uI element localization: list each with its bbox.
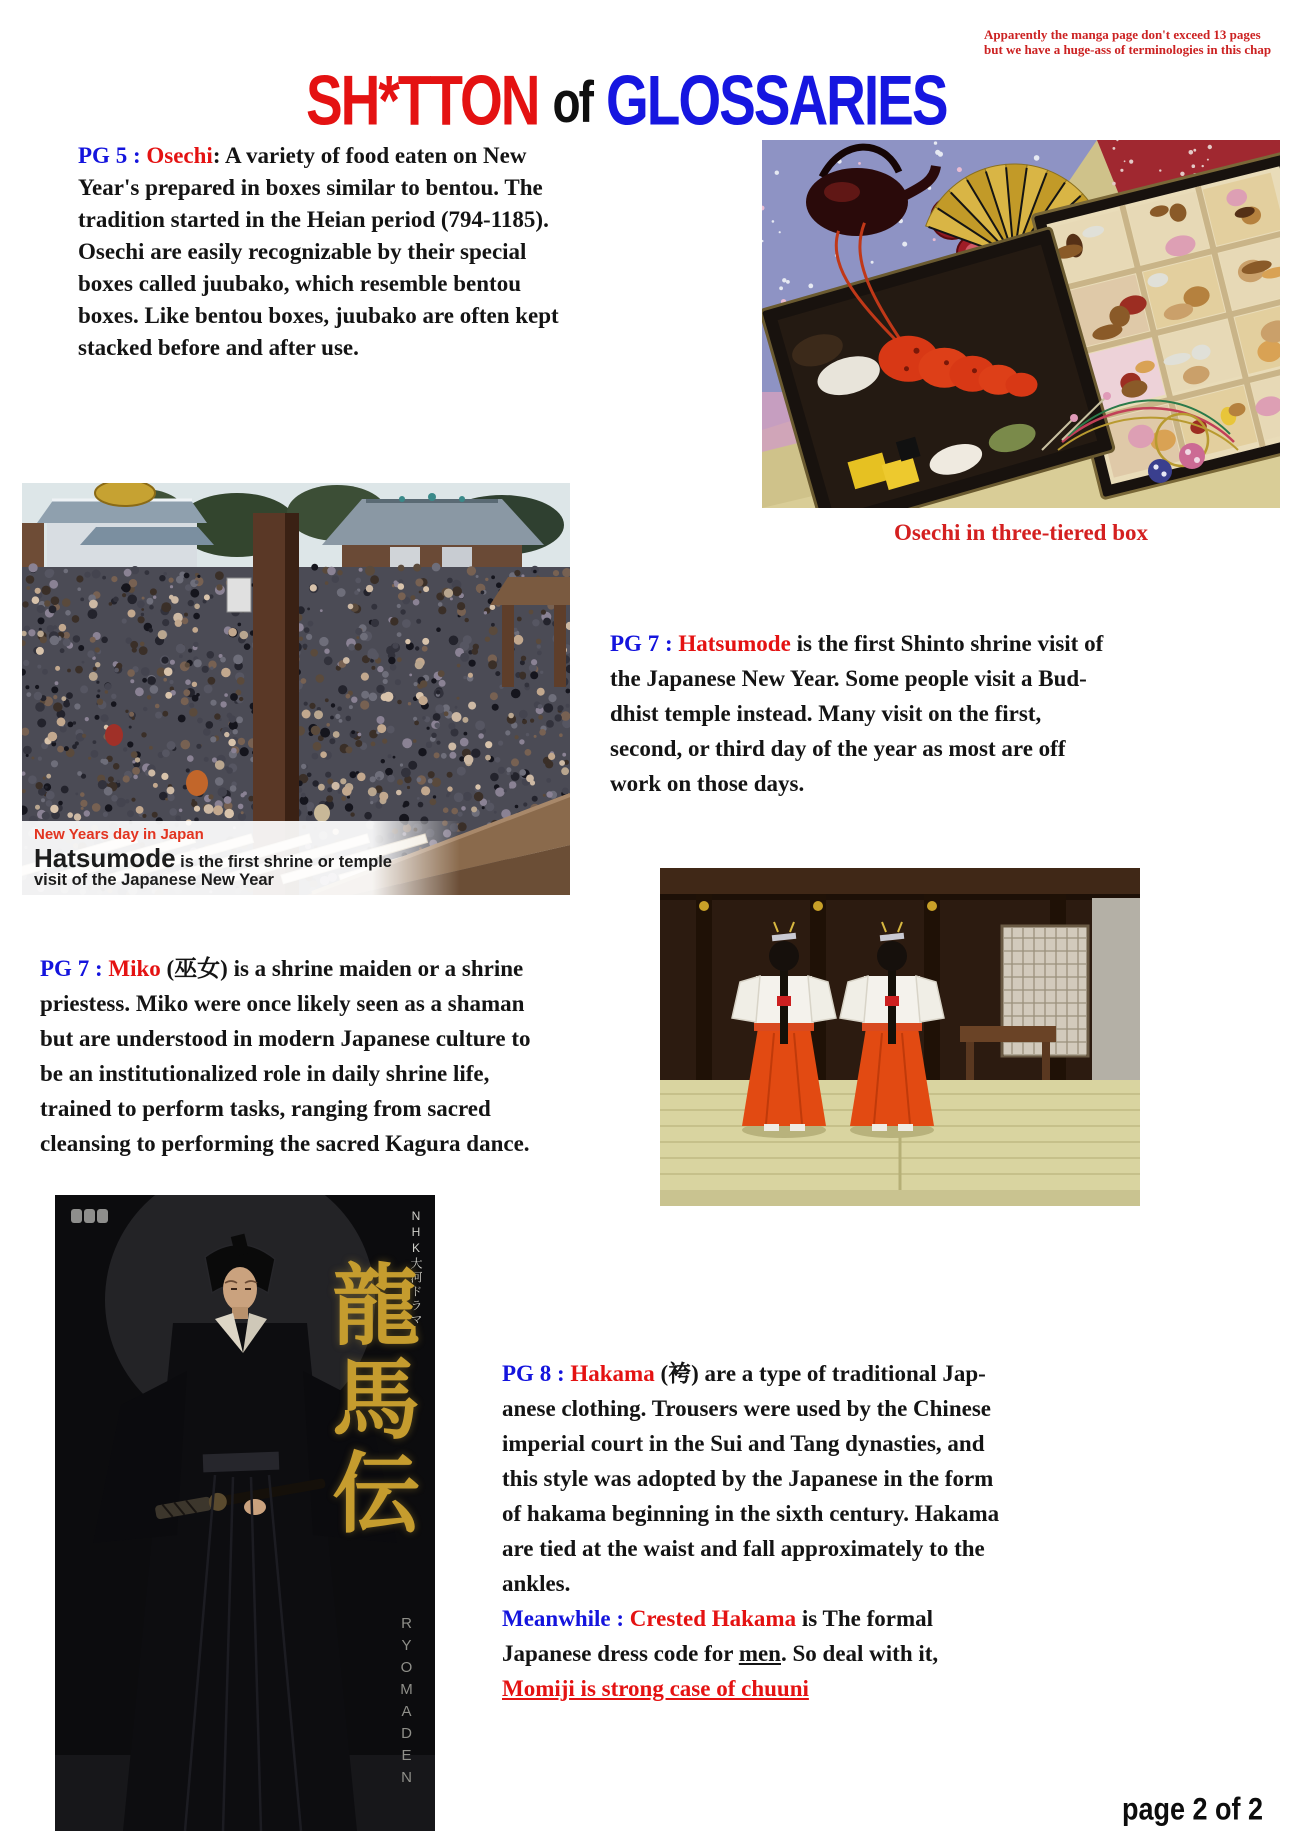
title-shtton: SH*TTON	[306, 60, 539, 140]
osechi-caption: Osechi in three-tiered box	[893, 520, 1149, 545]
osechi-photo-illustration	[762, 140, 1280, 508]
entry-osechi-term: Osechi	[146, 143, 213, 168]
ryomaden-poster	[55, 1195, 435, 1831]
osechi-photo	[762, 140, 1280, 508]
header-note	[984, 27, 1300, 57]
entry-miko-label: PG 7 :	[40, 956, 109, 981]
miko-photo	[660, 868, 1140, 1206]
poster-title-kanji: 龍馬伝	[319, 1259, 416, 1541]
title-glossaries: GLOSSARIES	[605, 60, 947, 140]
meanwhile-note-line3: Momiji is strong case of chuuni	[502, 1676, 809, 1701]
overlay-title: Hatsumode	[34, 843, 176, 873]
title-of: of	[552, 68, 592, 135]
overlay-title-line: Hatsumode is the first shrine or temple	[34, 843, 392, 873]
overlay-tag: New Years day in Japan	[34, 826, 204, 843]
miko-photo-illustration	[660, 868, 1140, 1206]
hatsumode-photo	[22, 483, 570, 895]
poster-romaji-text: RYOMADEN	[398, 1615, 415, 1791]
hatsumode-photo-overlay	[22, 821, 460, 895]
header-note-line1: Apparently the manga page don't exceed 13 pages	[984, 27, 1261, 42]
entry-osechi-paragraph: PG 5 : Osechi: A variety of food eaten on New Year's prepared in boxes similar to bentou. The tradition started in the Heian period (794-1185). Osechi are easily recognizable by their special boxes called juubako, which resemble bentou boxes. Like bentou boxes, juubako are often kept stacked before and after use.	[78, 143, 559, 360]
nhk-logo-icon	[71, 1209, 108, 1223]
page-title	[306, 59, 961, 140]
meanwhile-term: Crested Hakama	[629, 1606, 797, 1631]
entry-hakama-term: Hakama	[570, 1361, 655, 1386]
header-note-line2: but we have a huge-ass of terminologies in this chap	[984, 42, 1272, 57]
entry-hatsumode-label: PG 7 :	[610, 631, 679, 656]
entry-hakama-paragraph: PG 8 : Hakama (袴) are a type of traditional Jap- anese clothing. Trousers were used by the Chinese imperial court in the Sui and Tang dynasties, and this style was adopted by the Japanese in the form of hakama beginning in the sixth century. Hakama are tied at the waist and fall approximately to the ankles. Meanwhile : Crested Hakama is The formal Japanese dress code for men. So deal with it, Momiji is strong case of chuuni	[502, 1356, 999, 1706]
entry-hatsumode-paragraph: PG 7 : Hatsumode is the first Shinto shrine visit of the Japanese New Year. Some people visit a Bud- dhist temple instead. Many visit on the first, second, or third day of the year as most are off work on those days.	[610, 631, 1104, 796]
page-number: page 2 of 2	[1122, 1792, 1264, 1827]
overlay-subtitle: visit of the Japanese New Year	[34, 871, 274, 889]
poster-nhk-vertical-text: NHK大河ドラマ	[409, 1209, 423, 1327]
entry-miko-term: Miko	[108, 956, 161, 981]
entry-hakama-label: PG 8 :	[502, 1361, 571, 1386]
entry-miko-paragraph: PG 7 : Miko (巫女) is a shrine maiden or a shrine priestess. Miko were once likely seen as a shaman but are understood in modern Japanese culture to be an institutionalized role in daily shrine life, trained to perform tasks, ranging from sacred cleansing to performing the sacred Kagura dance.	[40, 956, 531, 1156]
entry-osechi-label: PG 5 :	[78, 143, 147, 168]
entry-hatsumode-term: Hatsumode	[678, 631, 791, 656]
meanwhile-label: Meanwhile :	[502, 1606, 630, 1631]
meanwhile-note-line2: Japanese dress code for men. So deal with it,	[502, 1641, 939, 1666]
meanwhile-note-line1: Meanwhile : Crested Hakama is The formal	[502, 1606, 934, 1631]
